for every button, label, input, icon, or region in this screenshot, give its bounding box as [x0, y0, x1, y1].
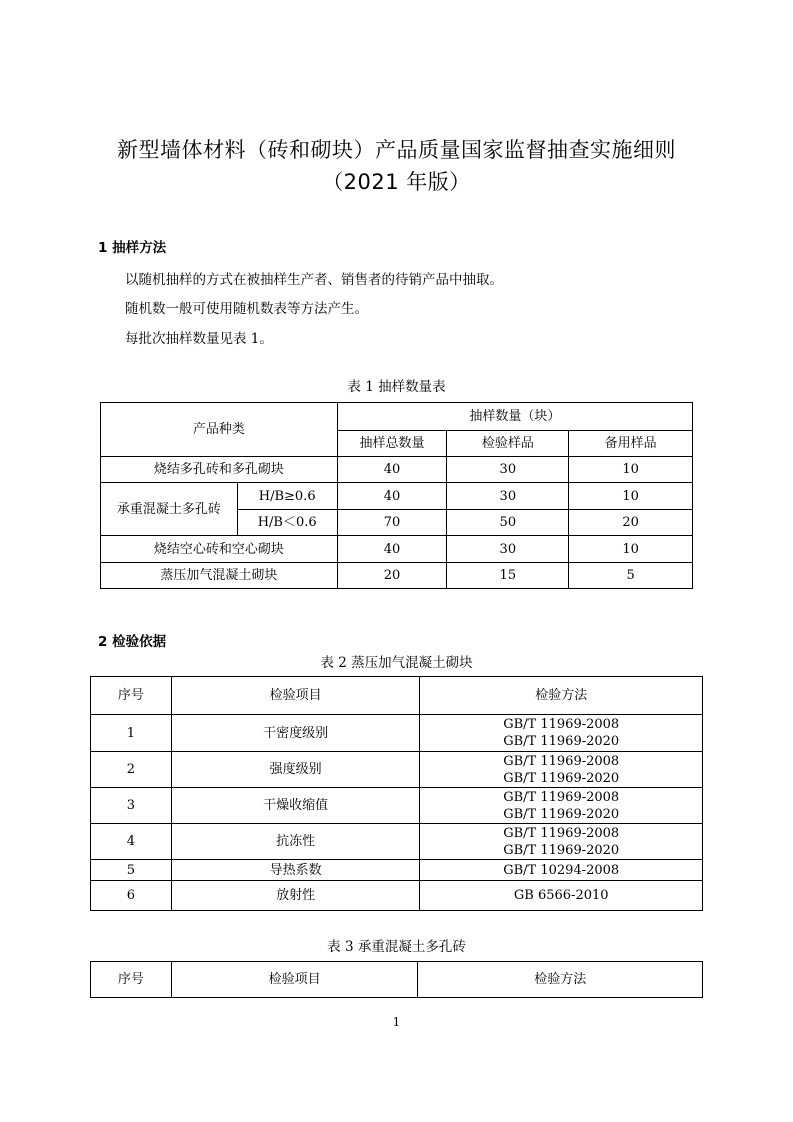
table-row — [91, 788, 703, 824]
table-3-caption: 表 3 承重混凝土多孔砖 — [327, 939, 466, 955]
total-quantity: 70 — [337, 510, 447, 536]
total-quantity: 20 — [337, 563, 447, 589]
table-row — [101, 483, 693, 510]
header-total-quantity: 抽样总数量 — [337, 431, 447, 457]
method-standard: GB/T 11969-2020 — [503, 842, 620, 858]
test-method: GB/T 10294-2008 — [420, 860, 703, 881]
spare-samples: 10 — [569, 483, 693, 510]
test-samples: 15 — [447, 563, 569, 589]
test-samples: 30 — [447, 483, 569, 510]
test-samples: 30 — [447, 536, 569, 563]
test-item: 抗冻性 — [171, 824, 420, 860]
spare-samples: 10 — [569, 457, 693, 483]
table-row — [101, 457, 693, 483]
spare-samples: 5 — [569, 563, 693, 589]
test-method — [420, 715, 703, 752]
table-row — [91, 824, 703, 860]
table-row — [91, 752, 703, 788]
test-samples: 30 — [447, 457, 569, 483]
header-product-category: 产品种类 — [101, 403, 338, 457]
test-item: 干燥收缩值 — [171, 788, 420, 824]
method-standard: GB/T 11969-2008 — [503, 825, 620, 841]
method-standard: GB/T 11969-2020 — [503, 806, 620, 822]
header-test-item: 检验项目 — [171, 962, 418, 998]
table-row — [101, 563, 693, 589]
serial-no: 4 — [91, 824, 172, 860]
document-title-edition: （2021 年版） — [322, 170, 471, 194]
product-subtype: H/B≥0.6 — [237, 483, 337, 510]
header-test-method: 检验方法 — [418, 962, 703, 998]
test-item: 导热系数 — [171, 860, 420, 881]
section-2-heading: 2 检验依据 — [98, 634, 167, 650]
spare-samples: 10 — [569, 536, 693, 563]
header-spare-samples: 备用样品 — [569, 431, 693, 457]
product-name: 烧结多孔砖和多孔砌块 — [101, 457, 338, 483]
header-test-samples: 检验样品 — [447, 431, 569, 457]
serial-no: 5 — [91, 860, 172, 881]
total-quantity: 40 — [337, 457, 447, 483]
header-serial-no: 序号 — [91, 962, 172, 998]
product-name: 蒸压加气混凝土砌块 — [101, 563, 338, 589]
header-sample-quantity: 抽样数量（块） — [337, 403, 692, 431]
product-name: 烧结空心砖和空心砌块 — [101, 536, 338, 563]
method-standard: GB/T 11969-2020 — [503, 770, 620, 786]
method-standard: GB/T 11969-2020 — [503, 734, 620, 749]
header-serial-no: 序号 — [91, 677, 172, 715]
test-method: GB 6566-2010 — [420, 881, 703, 911]
test-method — [420, 752, 703, 788]
test-item: 放射性 — [171, 881, 420, 911]
sampling-quantity-table — [100, 402, 693, 589]
table-row — [101, 536, 693, 563]
header-test-item: 检验项目 — [171, 677, 420, 715]
table-row — [91, 715, 703, 752]
table-row — [91, 860, 703, 881]
aerated-concrete-test-table — [90, 676, 703, 911]
product-name: 承重混凝土多孔砖 — [101, 483, 238, 536]
total-quantity: 40 — [337, 483, 447, 510]
section-1-heading: 1 抽样方法 — [98, 240, 167, 256]
product-subtype: H/B＜0.6 — [237, 510, 337, 536]
serial-no: 3 — [91, 788, 172, 824]
load-bearing-brick-test-table — [90, 961, 703, 998]
paragraph: 每批次抽样数量见表 1。 — [125, 331, 273, 347]
serial-no: 1 — [91, 715, 172, 752]
test-item: 干密度级别 — [171, 715, 420, 752]
test-method — [420, 824, 703, 860]
table-1-caption: 表 1 抽样数量表 — [347, 379, 446, 395]
document-title: 新型墙体材料（砖和砌块）产品质量国家监督抽查实施细则 — [117, 138, 676, 162]
table-row — [91, 881, 703, 911]
test-samples: 50 — [447, 510, 569, 536]
paragraph: 随机数一般可使用随机数表等方法产生。 — [125, 301, 368, 317]
method-standard: GB/T 11969-2008 — [503, 717, 620, 732]
spare-samples: 20 — [569, 510, 693, 536]
table-2-caption: 表 2 蒸压加气混凝土砌块 — [320, 655, 473, 671]
serial-no: 2 — [91, 752, 172, 788]
serial-no: 6 — [91, 881, 172, 911]
total-quantity: 40 — [337, 536, 447, 563]
method-standard: GB/T 11969-2008 — [503, 753, 620, 769]
test-method — [420, 788, 703, 824]
test-item: 强度级别 — [171, 752, 420, 788]
method-standard: GB/T 11969-2008 — [503, 789, 620, 805]
page-number: 1 — [392, 1015, 401, 1029]
header-test-method: 检验方法 — [420, 677, 703, 715]
paragraph: 以随机抽样的方式在被抽样生产者、销售者的待销产品中抽取。 — [125, 272, 503, 288]
